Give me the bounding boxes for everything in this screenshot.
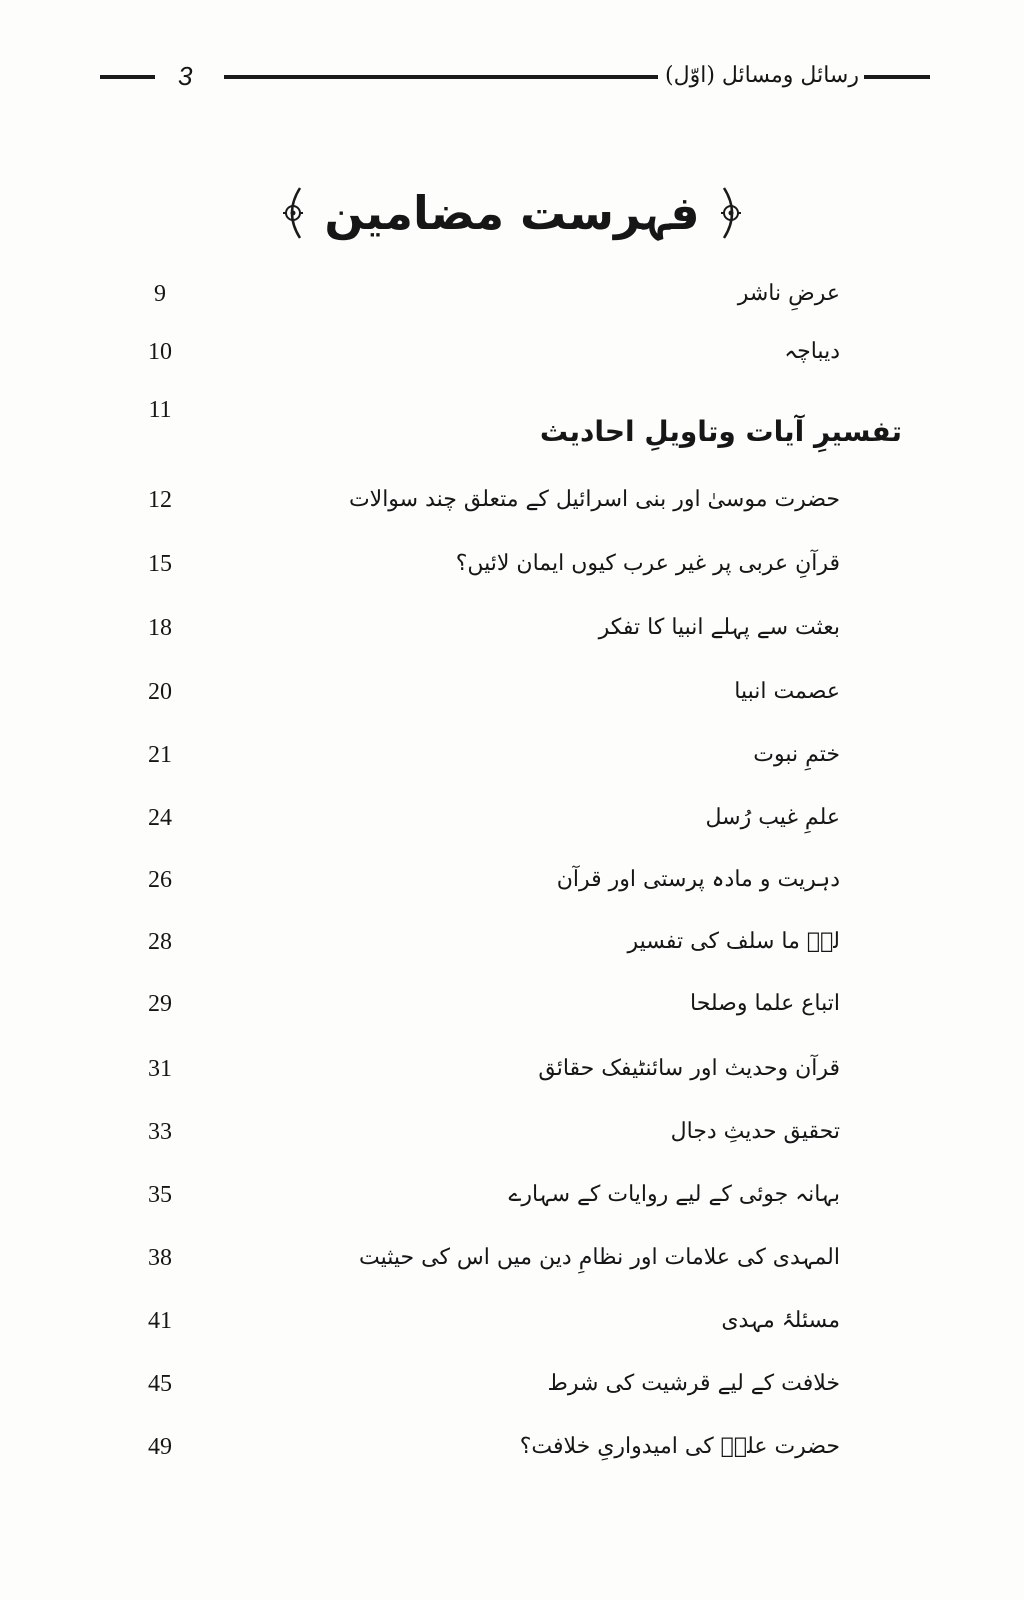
entry-title: مسئلۂ مہدی	[721, 1308, 840, 1333]
entry-title: اتباع علما وصلحا	[689, 991, 840, 1016]
entry-title: قرآنِ عربی پر غیر عرب کیوں ایمان لائیں؟	[455, 551, 840, 576]
entry-page-number: 10	[148, 339, 172, 365]
toc-entry	[130, 982, 840, 1026]
toc-entry	[130, 796, 840, 840]
entry-page-number: 38	[148, 1245, 172, 1271]
entry-title: عرضِ ناشر	[737, 281, 840, 306]
entry-title: تحقیق حدیثِ دجال	[670, 1119, 840, 1144]
toc-entry	[130, 606, 840, 650]
toc-entry	[130, 272, 840, 316]
entry-page-number: 15	[148, 551, 172, 577]
toc-entry	[130, 1236, 840, 1280]
entry-page-number: 21	[148, 742, 172, 768]
entry-page-number: 49	[148, 1434, 172, 1460]
entry-page-number: 9	[154, 281, 166, 307]
toc-entry	[130, 1299, 840, 1343]
entry-page-number: 41	[148, 1308, 172, 1334]
entry-title: المہدی کی علامات اور نظامِ دین میں اس کی حیثیت	[359, 1245, 840, 1270]
toc-entry	[130, 920, 840, 964]
section-title: تفسیرِ آیات وتاویلِ احادیث	[539, 415, 902, 448]
entry-title: حضرت موسیٰ اور بنی اسرائیل کے متعلق چند سوالات	[348, 487, 840, 512]
entry-page-number: 45	[148, 1371, 172, 1397]
toc-entry	[130, 478, 840, 522]
entry-title: دیباچہ	[784, 339, 840, 364]
entry-title: بہانہ جوئی کے لیے روایات کے سہارے	[508, 1182, 840, 1207]
entry-title: قرآن وحدیث اور سائنٹیفک حقائق	[538, 1056, 840, 1081]
toc-title: فہرست مضامین	[324, 186, 700, 240]
toc-entry	[130, 1173, 840, 1217]
toc-entry	[130, 858, 840, 902]
entry-page-number: 24	[148, 805, 172, 831]
entry-page-number: 11	[148, 397, 172, 423]
entry-title: دہریت و مادہ پرستی اور قرآن	[556, 867, 840, 892]
toc-entry	[130, 1362, 840, 1406]
toc-entry	[130, 330, 840, 374]
book-title: رسائل ومسائل (اوّل)	[665, 63, 859, 88]
entry-page-number: 35	[148, 1182, 172, 1208]
entry-page-number: 28	[148, 929, 172, 955]
toc-entry	[130, 1047, 840, 1091]
toc-entry	[130, 1425, 840, 1469]
entry-page-number: 29	[148, 991, 172, 1017]
toc-entry	[130, 670, 840, 714]
entry-title: حضرت علیؓ کی امیدواریِ خلافت؟	[519, 1434, 840, 1459]
toc-section-heading	[130, 397, 902, 458]
entry-page-number: 18	[148, 615, 172, 641]
page-number: 3	[178, 61, 193, 91]
toc-entry	[130, 542, 840, 586]
entry-title: علمِ غیب رُسل	[705, 805, 840, 830]
entry-page-number: 31	[148, 1056, 172, 1082]
toc-entry	[130, 733, 840, 777]
entry-page-number: 33	[148, 1119, 172, 1145]
entry-page-number: 20	[148, 679, 172, 705]
entry-page-number: 12	[148, 487, 172, 513]
entry-title: عصمت انبیا	[734, 679, 840, 704]
entry-page-number: 26	[148, 867, 172, 893]
toc-entry	[130, 1110, 840, 1154]
entry-title: ختمِ نبوت	[753, 742, 840, 767]
entry-title: لہٗ ما سلف کی تفسیر	[627, 929, 840, 954]
entry-title: خلافت کے لیے قرشیت کی شرط	[547, 1371, 840, 1396]
entry-title: بعثت سے پہلے انبیا کا تفکر	[598, 615, 840, 640]
